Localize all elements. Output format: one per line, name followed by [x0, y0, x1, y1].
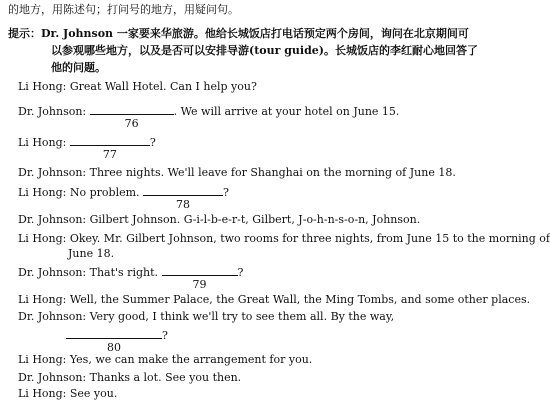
- blank-number-76: 76: [124, 117, 139, 130]
- dialogue-line-11: Dr. Johnson: Very good, I think we'll try to see them all. By the way,: [18, 310, 395, 323]
- answer-blank-80[interactable]: [66, 327, 162, 354]
- hint-label: 提示：: [8, 27, 41, 40]
- line-text: ?: [223, 186, 229, 199]
- dialogue-line-80: [66, 327, 168, 354]
- answer-blank-78[interactable]: [143, 184, 223, 211]
- speaker-text: Dr. Johnson: That's right.: [18, 266, 162, 279]
- answer-blank-76[interactable]: [90, 103, 174, 130]
- blank-number-77: 77: [102, 148, 117, 161]
- answer-blank-77[interactable]: [70, 134, 150, 161]
- dialogue-line-13: Li Hong: Yes, we can make the arrangement for you.: [18, 353, 313, 366]
- dialogue-line-78: [18, 184, 229, 211]
- dialogue-line-6: Dr. Johnson: Gilbert Johnson. G-i-l-b-e-r-t, Gilbert, J-o-h-n-s-o-n, Johnson.: [18, 213, 421, 226]
- dialogue-line-4: Dr. Johnson: Three nights. We'll leave for Shanghai on the morning of June 18.: [18, 166, 456, 179]
- hint-line-3: 他的问题。: [51, 61, 106, 74]
- dialogue-line-14: Dr. Johnson: Thanks a lot. See you then.: [18, 371, 242, 384]
- line-text: . We will arrive at your hotel on June 15.: [173, 105, 400, 118]
- speaker-text: Dr. Johnson:: [18, 105, 90, 118]
- answer-blank-79[interactable]: [162, 264, 238, 291]
- line-text: ?: [149, 136, 156, 149]
- line-text: ?: [162, 329, 168, 342]
- blank-number-79: 79: [192, 278, 207, 291]
- dialogue-line-77: [18, 134, 156, 161]
- dialogue-line-10: Li Hong: Well, the Summer Palace, the Great Wall, the Ming Tombs, and some other places.: [18, 293, 531, 306]
- blank-number-78: 78: [176, 198, 191, 211]
- dialogue-line-7: Li Hong: Okey. Mr. Gilbert Johnson, two rooms for three nights, from June 15 to the morning of: [18, 232, 550, 245]
- speaker-text: Li Hong:: [18, 136, 70, 149]
- line-text: ?: [237, 266, 244, 279]
- speaker-text: Li Hong: No problem.: [18, 186, 144, 199]
- blank-number-80: 80: [107, 341, 121, 354]
- hint-line-1: [8, 27, 469, 41]
- dialogue-line-7-cont: June 18.: [68, 247, 115, 260]
- hint-text-1: Dr. Johnson 一家要来华旅游。他给长城饭店打电话预定两个房间，询问在北京期间可: [41, 27, 469, 40]
- hint-line-2: 以参观哪些地方，以及是否可以安排导游(tour guide)。长城饭店的李红耐心地回答了: [51, 44, 479, 57]
- instruction-line: 的地方，用陈述句；打问号的地方，用疑问句。: [8, 3, 239, 16]
- dialogue-line-76: [18, 103, 400, 130]
- dialogue-line-79: [18, 264, 244, 291]
- dialogue-line-15: Li Hong: See you.: [18, 387, 118, 400]
- dialogue-line-1: Li Hong: Great Wall Hotel. Can I help you?: [18, 80, 257, 93]
